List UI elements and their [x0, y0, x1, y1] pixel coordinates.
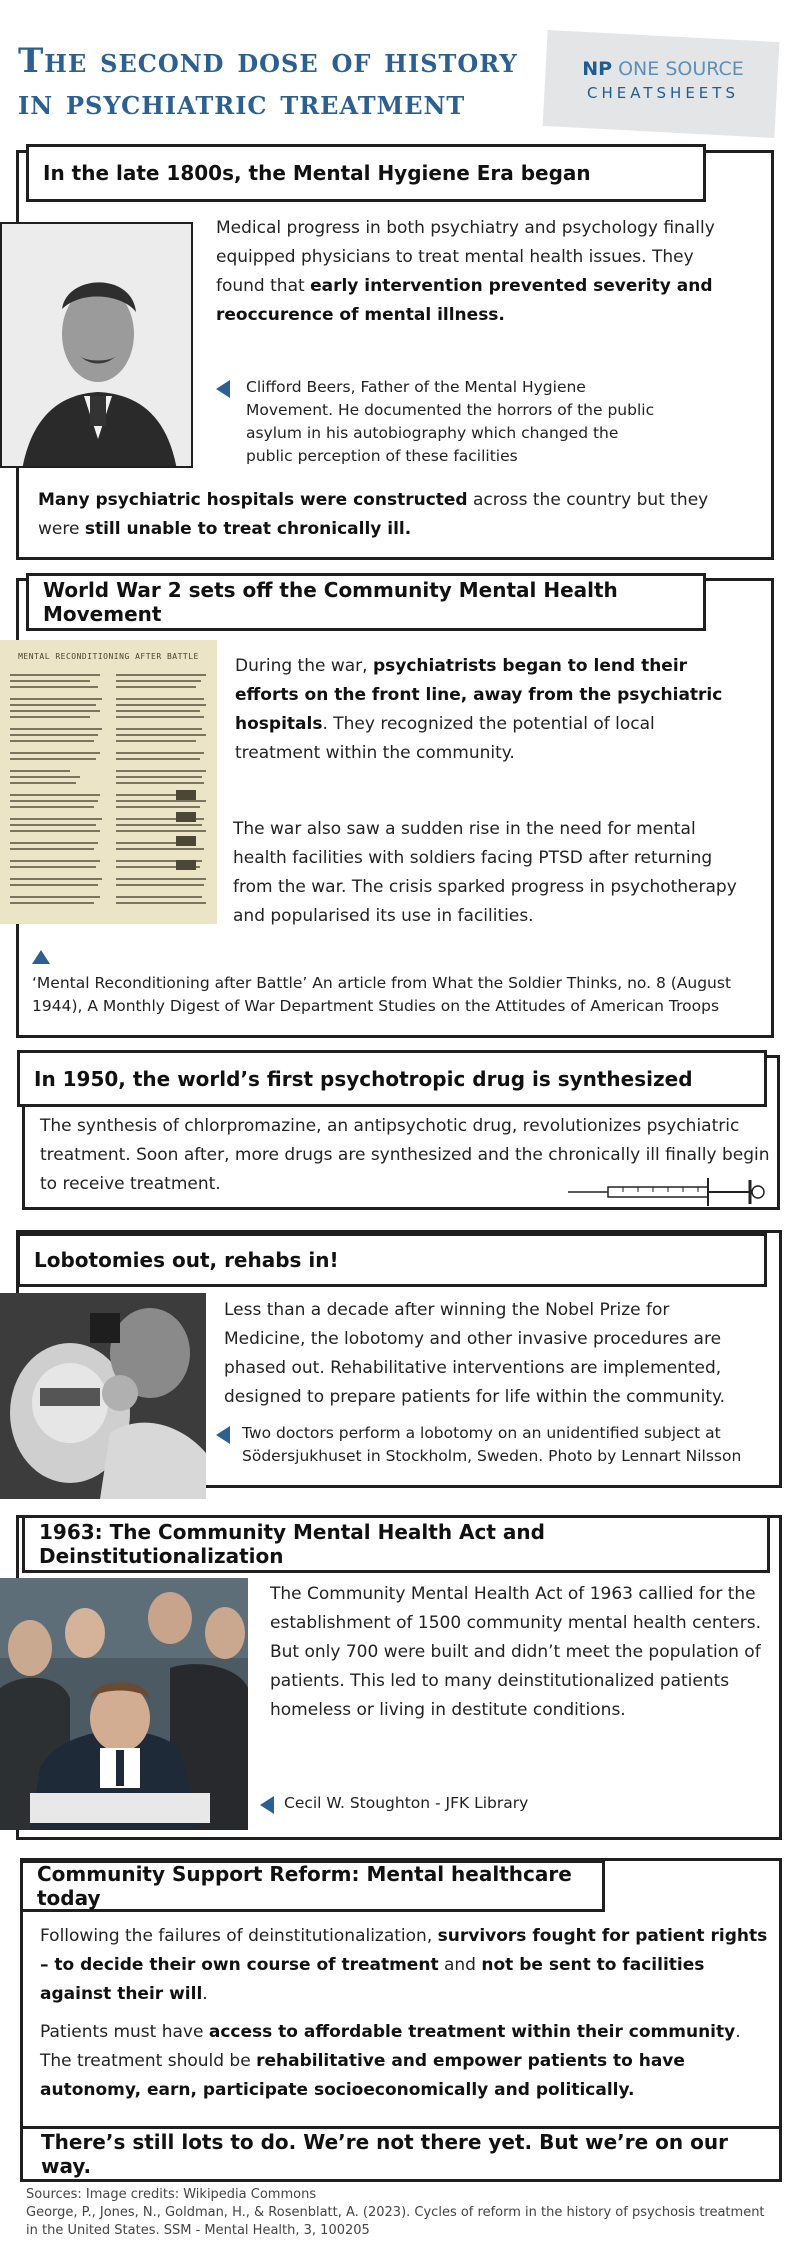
section-heading-cmha-1963 [22, 1515, 770, 1573]
section-heading-ww2 [26, 573, 706, 631]
document-title: MENTAL RECONDITIONING AFTER BATTLE [18, 652, 199, 661]
document-image [0, 640, 217, 924]
syringe-icon [568, 1172, 768, 1212]
section-4-caption: Two doctors perform a lobotomy on an unidentified subject at Södersjukhuset in Stockholm, Sweden. Photo by Lennart Nilsson [242, 1424, 742, 1465]
section-2-heading: World War 2 sets off the Community Mental Health Movement [43, 578, 618, 626]
lobotomy-photo [0, 1293, 206, 1499]
section-2-caption: ‘Mental Reconditioning after Battle’ An article from What the Soldier Thinks, no. 8 (August 1944), A Monthly Digest of War Department Studies on the Attitudes of American Troops [32, 974, 732, 1015]
section-4-heading: Lobotomies out, rehabs in! [34, 1248, 339, 1272]
caption-arrow-icon [260, 1796, 274, 1814]
section-6-heading: Community Support Reform: Mental healthcare today [37, 1862, 572, 1910]
jfk-signing-photo [0, 1578, 248, 1830]
caption-arrow-icon [216, 380, 230, 398]
logo-cheatsheets: CHEATSHEETS [587, 84, 739, 102]
portrait-image [2, 224, 193, 468]
logo-one-source: ONE SOURCE [612, 58, 744, 80]
sources-line-1: Sources: Image credits: Wikipedia Commons [26, 2187, 317, 2202]
section-2-paragraph-1: During the war, psychiatrists began to lend their efforts on the front line, away from the psychiatric hospitals. They recognized the potential of local treatment within the community. [235, 656, 723, 763]
section-3-paragraph: The synthesis of chlorpromazine, an antipsychotic drug, revolutionizes psychiatric treatment. Soon after, more drugs are synthesized and the chronically ill finally begin to receive treatment. [40, 1116, 770, 1194]
section-5-heading: 1963: The Community Mental Health Act and Deinstitutionalization [39, 1520, 545, 1568]
section-heading-community-support [20, 1860, 605, 1912]
section-heading-lobotomies [17, 1233, 767, 1287]
page-title [18, 40, 538, 124]
section-2-paragraph-2: The war also saw a sudden rise in the need for mental health facilities with soldiers facing PTSD after returning from the war. The crisis sparked progress in psychotherapy and popularised its use in facilities. [233, 819, 737, 926]
closing-statement: There’s still lots to do. We’re not there yet. But we’re on our way. [41, 2130, 728, 2178]
section-4-paragraph: Less than a decade after winning the Nobel Prize for Medicine, the lobotomy and other invasive procedures are phased out. Rehabilitative interventions are implemented, designed to prepare patients for life within the community. [224, 1300, 726, 1407]
section-6-paragraph-1: Following the failures of deinstitutionalization, survivors fought for patient rights – to decide their own course of treatment and not be sent to facilities against their will. [40, 1926, 768, 2004]
title-line-1: The second dose of history [18, 41, 518, 81]
section-5-paragraph: The Community Mental Health Act of 1963 callied for the establishment of 1500 community mental health centers. But only 700 were built and didn’t meet the population of patients. This led to many deinstitutionalized patients homeless or living in destitute conditions. [270, 1584, 762, 1720]
section-6-paragraph-2: Patients must have access to affordable treatment within their community. The treatment should be rehabilitative and empower patients to have autonomy, earn, participate socioeconomically and politically. [40, 2022, 741, 2100]
closing-statement-box [20, 2126, 782, 2182]
caption-arrow-icon [216, 1426, 230, 1444]
title-line-2: in psychiatric treatment [18, 83, 466, 123]
section-5-caption: Cecil W. Stoughton - JFK Library [284, 1794, 529, 1812]
sources-line-2: George, P., Jones, N., Goldman, H., & Rosenblatt, A. (2023). Cycles of reform in the history of psychosis treatment in the United States. SSM - Mental Health, 3, 100205 [26, 2205, 765, 2238]
np-one-source-logo [545, 36, 780, 136]
clifford-beers-portrait [0, 222, 193, 468]
section-1-bottom-text: Many psychiatric hospitals were constructed across the country but they were still unable to treat chronically ill. [38, 490, 709, 539]
section-heading-mental-hygiene [26, 144, 706, 202]
mental-reconditioning-document [0, 640, 217, 924]
section-heading-psychotropic [17, 1050, 767, 1107]
section-1-caption: Clifford Beers, Father of the Mental Hygiene Movement. He documented the horrors of the public asylum in his autobiography which changed the public perception of these facilities [246, 378, 655, 465]
section-1-heading: In the late 1800s, the Mental Hygiene Era began [43, 161, 591, 185]
section-3-heading: In 1950, the world’s first psychotropic drug is synthesized [34, 1066, 693, 1091]
caption-arrow-up-icon [32, 950, 50, 964]
section-1-paragraph: Medical progress in both psychiatry and psychology finally equipped physicians to treat mental health issues. They found that early intervention prevented severity and reoccurence of mental illness. [216, 218, 715, 325]
logo-np: NP [582, 58, 613, 80]
